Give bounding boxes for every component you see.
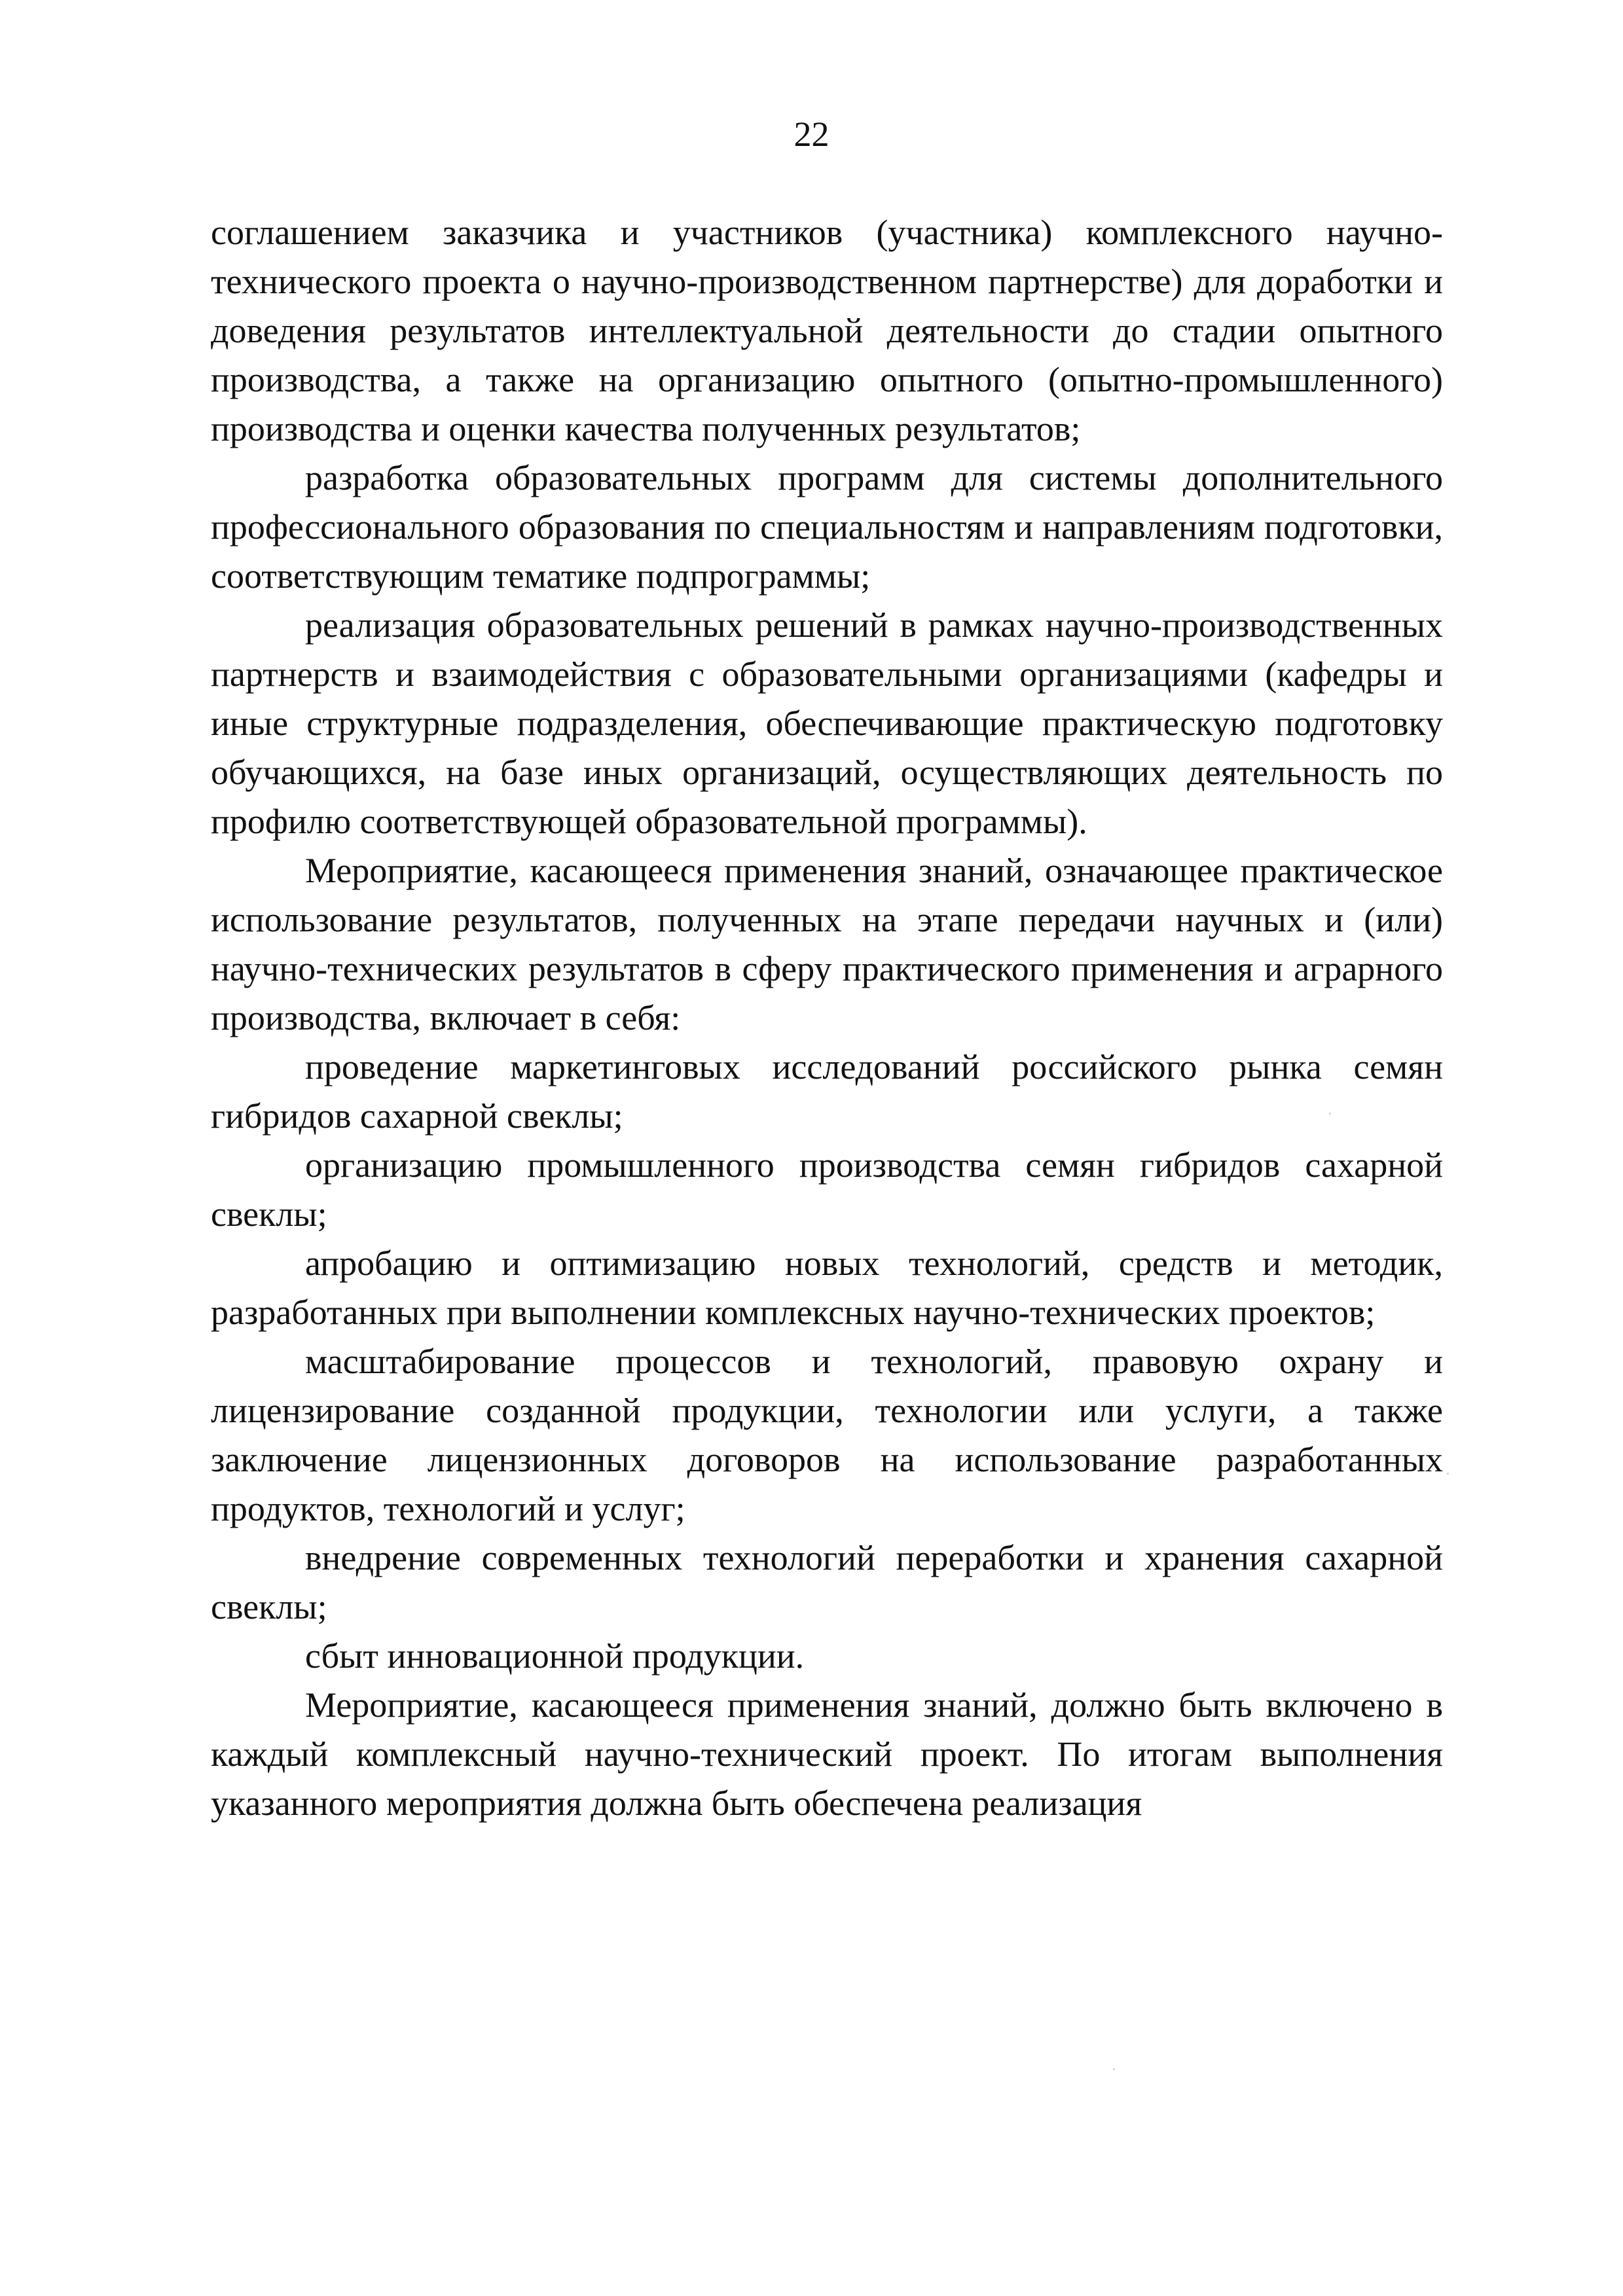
scan-speck	[1113, 2068, 1115, 2070]
paragraph: апробацию и оптимизацию новых технологий, средств и методик, разработанных при выполнении комплексных научно-технических проектов;	[211, 1244, 1443, 1332]
paragraph: масштабирование процессов и технологий, правовую охрану и лицензирование созданной продукции, технологии или услуги, а также заключение лицензионных договоров на использование разработанных продуктов, технологий и услуг;	[211, 1342, 1443, 1528]
paragraph: проведение маркетинговых исследований российского рынка семян гибридов сахарной свеклы;	[211, 1047, 1443, 1136]
paragraph: Мероприятие, касающееся применения знаний, должно быть включено в каждый комплексный научно-технический проект. По итогам выполнения указанного мероприятия должна быть обеспечена реализация	[211, 1685, 1443, 1823]
paragraph: реализация образовательных решений в рамках научно-производственных партнерств и взаимодействия с образовательными организациями (кафедры и иные структурные подразделения, обеспечивающие практическую подготовку обучающихся, на базе иных организаций, осуществляющих деятельность по профилю соответствующей образовательной программы).	[211, 605, 1443, 841]
document-body	[211, 208, 1443, 1828]
paragraph-continuation: соглашением заказчика и участников (участника) комплексного научно-технического проекта о научно-производственном партнерстве) для доработки и доведения результатов интеллектуальной деятельности до стадии опытного производства, а также на организацию опытного (опытно-промышленного) производства и оценки качества полученных результатов;	[211, 213, 1443, 448]
paragraph: сбыт инновационной продукции.	[305, 1636, 805, 1676]
paragraph: разработка образовательных программ для системы дополнительного профессионального образования по специальностям и направлениям подготовки, соответствующим тематике подпрограммы;	[211, 458, 1443, 596]
scan-speck	[1447, 1473, 1449, 1475]
scan-speck	[1329, 1113, 1331, 1115]
paragraph: организацию промышленного производства семян гибридов сахарной свеклы;	[211, 1145, 1443, 1234]
paragraph: Мероприятие, касающееся применения знаний, означающее практическое использование результатов, полученных на этапе передачи научных и (или) научно-технических результатов в сферу практического применения и аграрного производства, включает в себя:	[211, 851, 1443, 1037]
page-number: 22	[793, 115, 830, 154]
paragraph: внедрение современных технологий переработки и хранения сахарной свеклы;	[211, 1538, 1443, 1626]
